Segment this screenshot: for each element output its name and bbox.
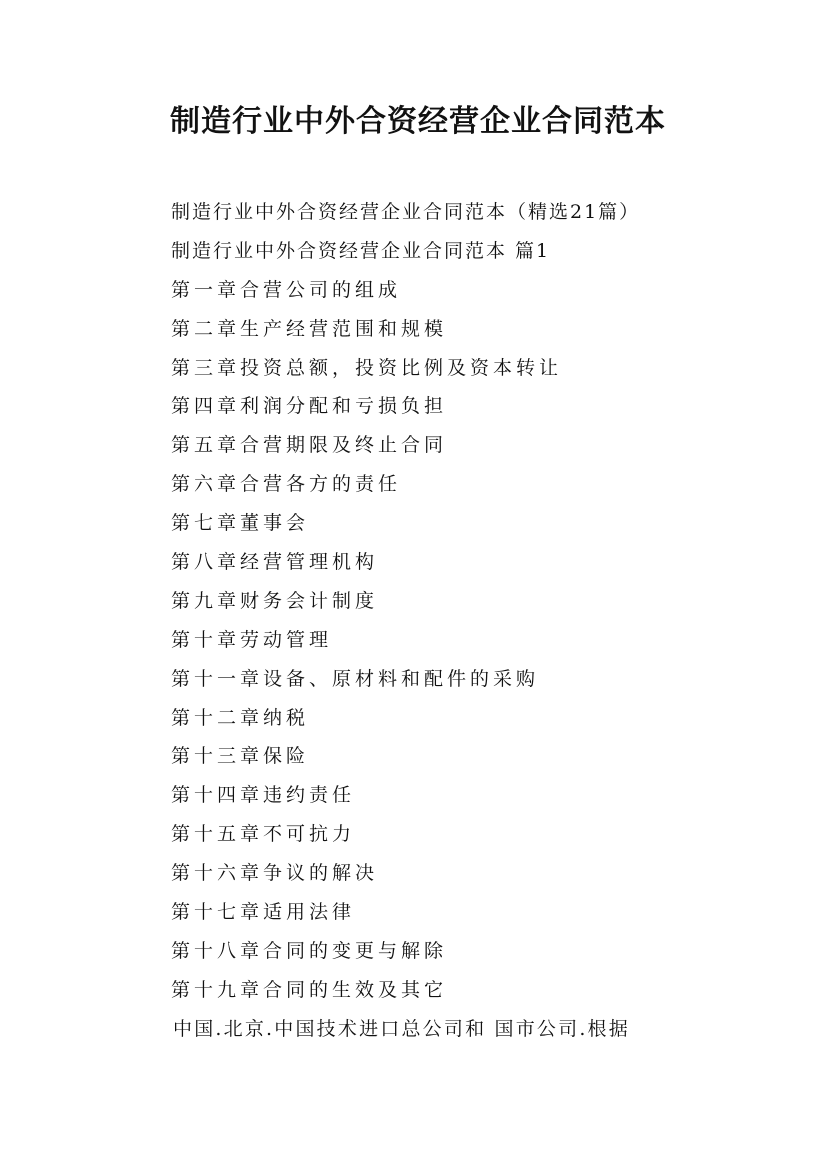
chapter-item: 第十七章适用法律 [171,901,356,924]
chapter-item: 第十四章违约责任 [171,784,356,807]
chapter-item: 第二章生产经营范围和规模 [171,317,448,340]
chapter-item: 第四章利润分配和亏损负担 [171,395,448,418]
document-title: 制造行业中外合资经营企业合同范本 [170,104,666,139]
chapter-item: 第十章劳动管理 [171,628,333,651]
chapter-item: 第十五章不可抗力 [171,823,356,846]
chapter-item: 第七章董事会 [171,512,310,535]
chapter-item: 第五章合营期限及终止合同 [171,434,448,457]
chapter-item: 第八章经营管理机构 [171,551,379,574]
chapter-item: 第一章合营公司的组成 [171,278,402,301]
chapter-item: 第六章合营各方的责任 [171,473,402,496]
chapter-item: 第十三章保险 [171,745,310,768]
section-heading: 制造行业中外合资经营企业合同范本 篇1 [171,239,551,262]
chapter-item: 第十八章合同的变更与解除 [171,939,448,962]
chapter-item: 第十九章合同的生效及其它 [171,978,448,1001]
chapter-item: 第十二章纳税 [171,706,310,729]
chapter-item: 第三章投资总额，投资比例及资本转让 [171,356,563,379]
chapter-item: 第十一章设备、原材料和配件的采购 [171,667,540,690]
body-text-line: 中国.北京.中国技术进口总公司和 国市公司.根据 [173,1017,630,1040]
document-body [171,193,791,1049]
subtitle-line: 制造行业中外合资经营企业合同范本（精选21篇） [171,201,641,223]
chapter-item: 第九章财务会计制度 [171,589,379,612]
chapter-item: 第十六章争议的解决 [171,862,379,885]
